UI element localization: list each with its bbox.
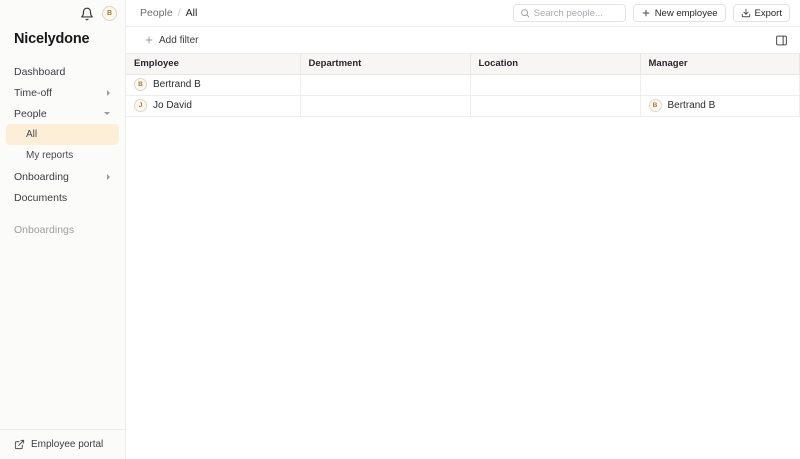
external-link-icon: [14, 439, 25, 450]
sidebar-section-label: Onboardings: [14, 223, 75, 236]
chevron-right-icon: [107, 174, 110, 180]
avatar: B: [649, 99, 662, 112]
breadcrumb-current[interactable]: All: [185, 7, 198, 19]
column-header-location[interactable]: Location: [470, 54, 640, 74]
bell-icon[interactable]: [80, 7, 94, 21]
breadcrumb-root[interactable]: People: [140, 7, 173, 19]
cell-employee[interactable]: [126, 95, 300, 116]
avatar[interactable]: B: [102, 6, 117, 21]
export-label: Export: [754, 7, 782, 19]
sidebar-item-label: All: [26, 129, 38, 140]
employee-portal-link[interactable]: [0, 429, 125, 459]
table-header: [126, 54, 800, 74]
sidebar-item-label: Onboarding: [14, 170, 69, 183]
sidebar-item-documents[interactable]: [6, 187, 119, 208]
filter-toolbar: [126, 27, 800, 54]
sidebar-item-my-reports[interactable]: [6, 145, 119, 166]
people-table-container: [126, 54, 800, 459]
table-body: [126, 74, 800, 116]
cell-manager[interactable]: [640, 95, 800, 116]
top-bar-actions: [513, 4, 790, 22]
download-icon: [741, 8, 751, 18]
cell-employee[interactable]: [126, 74, 300, 95]
column-header-department[interactable]: Department: [300, 54, 470, 74]
sidebar-item-people[interactable]: [6, 103, 119, 124]
table-row[interactable]: [126, 95, 800, 116]
avatar: J: [134, 99, 147, 112]
toolbar-actions: [773, 32, 790, 49]
sidebar-topbar: [0, 0, 125, 27]
export-button[interactable]: [733, 4, 790, 22]
sidebar-item-label: Time-off: [14, 86, 52, 99]
breadcrumb: [140, 7, 197, 19]
sidebar-item-label: My reports: [26, 150, 74, 161]
top-bar: [126, 0, 800, 27]
column-header-employee[interactable]: Employee: [126, 54, 300, 74]
sidebar-item-label: Dashboard: [14, 65, 66, 78]
employee-name: Bertrand B: [153, 79, 201, 90]
new-employee-label: New employee: [654, 7, 718, 19]
sidebar: [0, 0, 126, 459]
cell-location[interactable]: [470, 74, 640, 95]
add-filter-label: Add filter: [159, 34, 199, 46]
sidebar-item-label: Documents: [14, 191, 68, 204]
cell-manager[interactable]: [640, 74, 800, 95]
plus-icon: [641, 8, 651, 18]
columns-icon: [775, 34, 788, 47]
chevron-down-icon: [104, 112, 110, 115]
sidebar-nav: [0, 59, 125, 240]
search-input[interactable]: [534, 8, 619, 19]
columns-button[interactable]: [773, 32, 790, 49]
search-icon: [520, 8, 530, 18]
manager-name: Bertrand B: [667, 100, 716, 111]
sidebar-item-dashboard[interactable]: [6, 61, 119, 82]
add-filter-button[interactable]: [140, 33, 202, 48]
sidebar-section-onboardings[interactable]: [6, 219, 119, 240]
sidebar-item-time-off[interactable]: [6, 82, 119, 103]
cell-department[interactable]: [300, 95, 470, 116]
plus-icon: [144, 35, 154, 45]
cell-location[interactable]: [470, 95, 640, 116]
table-row[interactable]: [126, 74, 800, 95]
people-table: [126, 54, 800, 117]
avatar: B: [134, 78, 147, 91]
main-content: [126, 0, 800, 459]
brand-title: Nicelydone: [14, 31, 90, 47]
sidebar-item-label: People: [14, 107, 47, 120]
chevron-right-icon: [107, 90, 110, 96]
employee-portal-label: Employee portal: [31, 439, 104, 450]
nav-spacer: [0, 208, 125, 219]
search-box[interactable]: [513, 4, 626, 22]
column-header-manager[interactable]: Manager: [640, 54, 800, 74]
breadcrumb-separator: /: [177, 7, 181, 19]
table-header-row: [126, 54, 800, 74]
employee-name: Jo David: [153, 100, 192, 111]
cell-department[interactable]: [300, 74, 470, 95]
new-employee-button[interactable]: [633, 4, 726, 22]
sidebar-item-all[interactable]: [6, 124, 119, 145]
sidebar-item-onboarding[interactable]: [6, 166, 119, 187]
